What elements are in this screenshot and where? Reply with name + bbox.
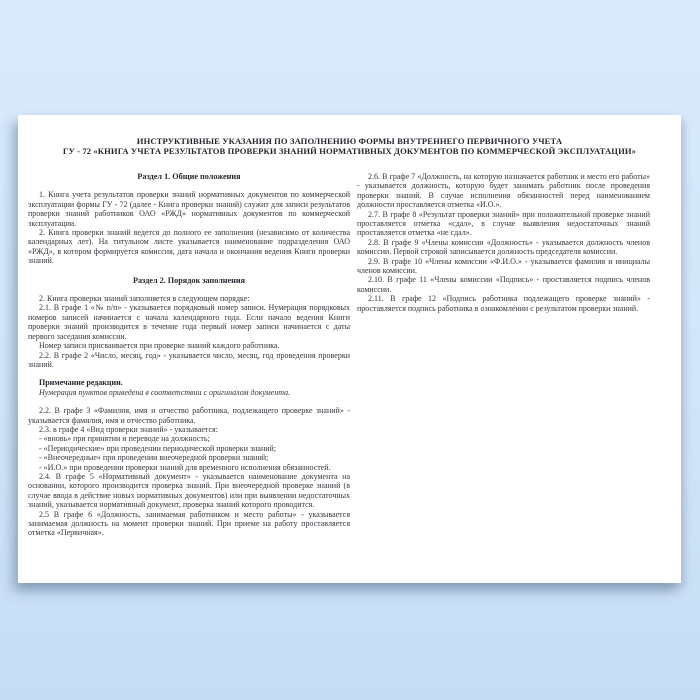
paragraph-9: 2.4. В графе 5 «Нормативный документ» - указывается наименование документа на основании, которого производится проверка знаний. При внеочередной проверке знаний (в случае ввода в действие новых нормативных документов) или при выявлении недостаточных знаний, указывается нормативный документ, проверка знаний которого проводится. xyxy=(28,471,350,510)
list-item-3: - «Внеочередные» при проведении внеочередной проверки знаний; xyxy=(39,453,269,463)
section-2-heading: Раздел 2. Порядок заполнения xyxy=(132,275,246,285)
paragraph-15: 2.10. В графе 11 «Члены комиссии «Подпись» - проставляется подпись членов комиссии. xyxy=(357,275,650,294)
editorial-note-heading: Примечание редакции. xyxy=(39,378,123,388)
paragraph-3: 2. Книга проверки знаний заполняется в следующем порядке: xyxy=(39,294,250,304)
paragraph-5: Номер записи присваивается при проверке знаний каждого работника. xyxy=(39,341,280,351)
paragraph-4: 2.1. В графе 1 «№ п/п» - указывается порядковый номер записи. Нумерация порядковых номеров записей начинается с начала календарного года. Если начало ведения Книги проверки знаний производится в течение года первый номер записи начинается с даты первого заседания комиссии. xyxy=(28,303,350,341)
paragraph-8: 2.3. в графе 4 «Вид проверки знаний» - указывается: xyxy=(39,424,218,434)
list-item-2: - «Периодические» при проведении периодической проверки знаний; xyxy=(39,443,277,453)
paragraph-12: 2.7. В графе 8 «Результат проверки знаний» при положительной проверке знаний проставляется отметка «сдал», в случае выявления недостаточных знаний проставляется отметка «не сдал». xyxy=(357,209,650,238)
document-page xyxy=(18,115,681,583)
section-1-heading: Раздел 1. Общие положения xyxy=(137,172,241,181)
right-column xyxy=(357,172,650,538)
list-item-4: - «И.О.» при проведении проверки знаний для временного исполнения обязанностей. xyxy=(39,462,331,472)
paragraph-14: 2.9. В графе 10 «Члены комиссии «Ф.И.О.» - указывается фамилия и инициалы членов комиссии. xyxy=(357,256,650,276)
left-column xyxy=(28,172,350,538)
editorial-note xyxy=(28,378,350,397)
paragraph-7: 2.2. В графе 3 «Фамилия, имя и отчество работника, подлежащего проверке знаний» - указывается фамилия, имя и отчество работника. xyxy=(28,406,350,425)
document-title-line1: ИНСТРУКТИВНЫЕ УКАЗАНИЯ ПО ЗАПОЛНЕНИЮ ФОРМЫ ВНУТРЕННЕГО ПЕРВИЧНОГО УЧЕТА xyxy=(136,136,563,146)
paragraph-2: 2. Книга проверки знаний ведется до полного ее заполнения (независимо от количества календарных лет). На титульном листе указывается наименование подразделения ОАО «РЖД», в котором формируется комиссия, дата начала и окончания ведения Книги проверки знаний. xyxy=(28,228,350,266)
document-title xyxy=(18,136,681,156)
editorial-note-body: Нумерация пунктов приведена в соответствии с оригиналом документа. xyxy=(39,387,291,397)
document-columns xyxy=(28,172,650,538)
paragraph-1: 1. Книга учета результатов проверки знаний нормативных документов по коммерческой эксплуатации формы ГУ - 72 (далее - Книга проверки знаний) служит для записи результатов проверки знаний работников ОАО «РЖД» нормативных документов по коммерческой эксплуатации. xyxy=(28,190,350,228)
paragraph-13: 2.8. В графе 9 «Члены комиссии «Должность» - указывается должность членов комиссии. Первой строкой записывается должность председателя комиссии. xyxy=(357,237,650,257)
list-item-1: - «вновь» при принятии и переводе на должность; xyxy=(39,434,210,444)
paragraph-16: 2.11. В графе 12 «Подпись работника подлежащего проверке знаний» - проставляется подпись работника в ознакомлении с результатом проверки знаний. xyxy=(357,294,650,313)
paragraph-6: 2.2. В графе 2 «Число, месяц, год» - указывается число, месяц, год проведения проверки знаний. xyxy=(28,350,350,369)
document-title-line2: ГУ - 72 «КНИГА УЧЕТА РЕЗУЛЬТАТОВ ПРОВЕРКИ ЗНАНИЙ НОРМАТИВНЫХ ДОКУМЕНТОВ ПО КОММЕРЧЕСКОЙ ЭКСПЛУАТАЦИИ» xyxy=(62,146,637,156)
paragraph-10: 2.5 В графе 6 «Должность, занимаемая работником и место работы» - указывается занимаемая должность на момент проверки знаний. При приеме на работу проставляется отметка «Первичная». xyxy=(28,509,350,538)
paragraph-11: 2.6. В графе 7 «Должность, на которую назначается работник и место его работы» - указывается должность, которую будет занимать работник после проведения проверки знаний. В случае исполнения обязанностей перед наименованием должности проставляется отметка «И.О.». xyxy=(357,172,650,210)
